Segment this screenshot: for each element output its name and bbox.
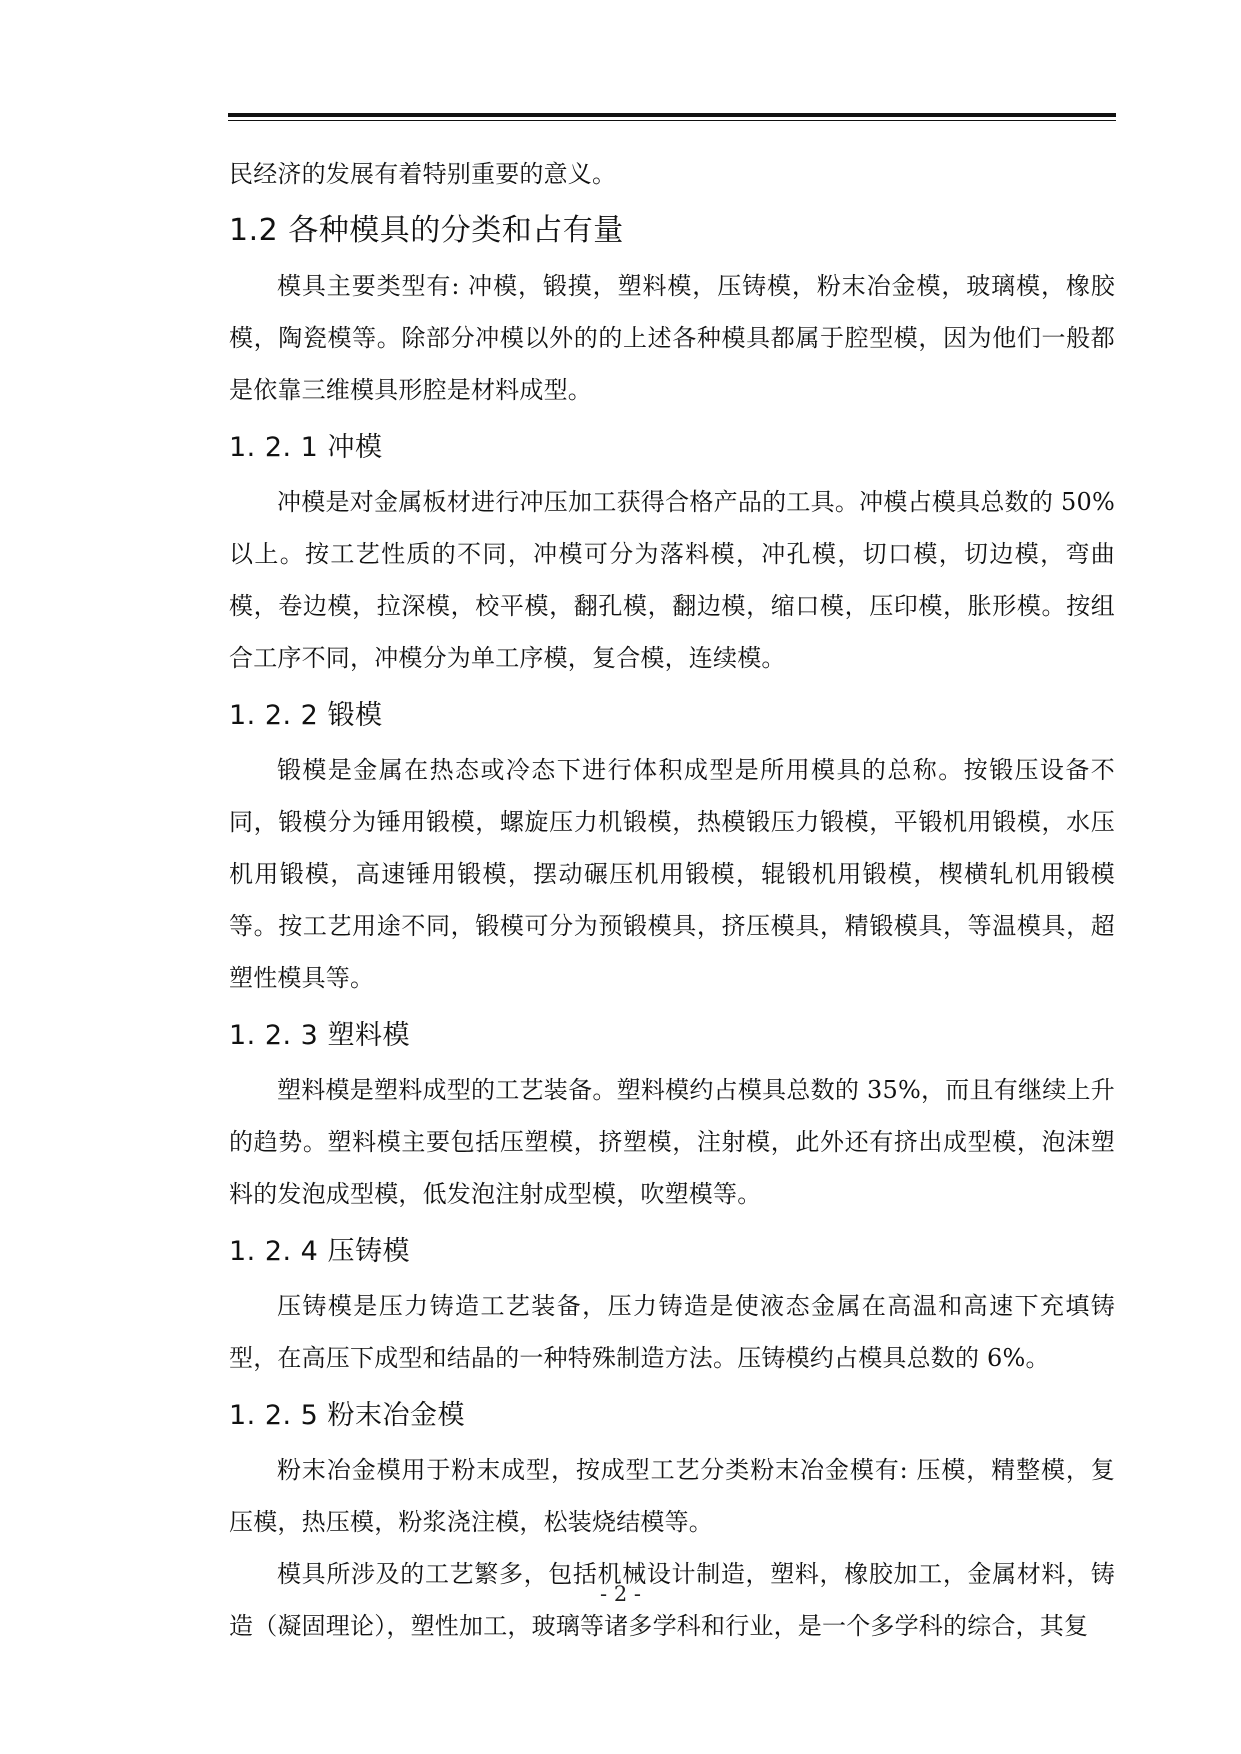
subsection-heading-1-2-2: 1. 2. 2 锻模 [229,700,383,731]
paragraph-mold-types: 模具主要类型有: 冲模，锻摸，塑料模，压铸模，粉末冶金模，玻璃模，橡胶模，陶瓷模等。除部分冲模以外的的上述各种模具都属于腔型模，因为他们一般都是依靠三维模具形腔是材料成型。 [229,272,1115,404]
subsection-heading-1-2-4: 1. 2. 4 压铸模 [229,1236,410,1267]
header-rule-thick [228,113,1116,117]
subsection-heading-1-2-1: 1. 2. 1 冲模 [229,432,383,463]
paragraph-stamping-die: 冲模是对金属板材进行冲压加工获得合格产品的工具。冲模占模具总数的 50%以上。按工艺性质的不同，冲模可分为落料模，冲孔模，切口模，切边模，弯曲模，卷边模，拉深模，校平模，翻孔模，翻边模，缩口模，压印模，胀形模。按组合工序不同，冲模分为单工序模，复合模，连续模。 [229,488,1115,672]
subsection-heading-1-2-3: 1. 2. 3 塑料模 [229,1020,410,1051]
header-rule-thin [228,120,1116,121]
paragraph-continuation: 民经济的发展有着特别重要的意义。 [229,160,617,188]
header-rule [228,113,1116,122]
paragraph-die-casting: 压铸模是压力铸造工艺装备，压力铸造是使液态金属在高温和高速下充填铸型，在高压下成型和结晶的一种特殊制造方法。压铸模约占模具总数的 6%。 [229,1292,1115,1372]
paragraph-powder-metallurgy: 粉末冶金模用于粉末成型，按成型工艺分类粉末冶金模有: 压模，精整模，复压模，热压模，粉浆浇注模，松装烧结模等。 [229,1456,1115,1536]
section-heading-1-2: 1.2 各种模具的分类和占有量 [229,213,624,248]
paragraph-mold-processes: 模具所涉及的工艺繁多，包括机械设计制造，塑料，橡胶加工，金属材料，铸造（凝固理论），塑性加工，玻璃等诸多学科和行业，是一个多学科的综合，其复 [229,1560,1115,1640]
page-body [229,148,1115,1652]
page-number: - 2 - [600,1582,641,1606]
paragraph-plastic-mold: 塑料模是塑料成型的工艺装备。塑料模约占模具总数的 35%，而且有继续上升的趋势。塑料模主要包括压塑模，挤塑模，注射模，此外还有挤出成型模，泡沫塑料的发泡成型模，低发泡注射成型模，吹塑模等。 [229,1076,1115,1208]
paragraph-forging-die: 锻模是金属在热态或冷态下进行体积成型是所用模具的总称。按锻压设备不同，锻模分为锤用锻模，螺旋压力机锻模，热模锻压力锻模，平锻机用锻模，水压机用锻模，高速锤用锻模，摆动碾压机用锻模，辊锻机用锻模，楔横轧机用锻模等。按工艺用途不同，锻模可分为预锻模具，挤压模具，精锻模具，等温模具，超塑性模具等。 [229,756,1115,992]
subsection-heading-1-2-5: 1. 2. 5 粉末冶金模 [229,1400,465,1431]
